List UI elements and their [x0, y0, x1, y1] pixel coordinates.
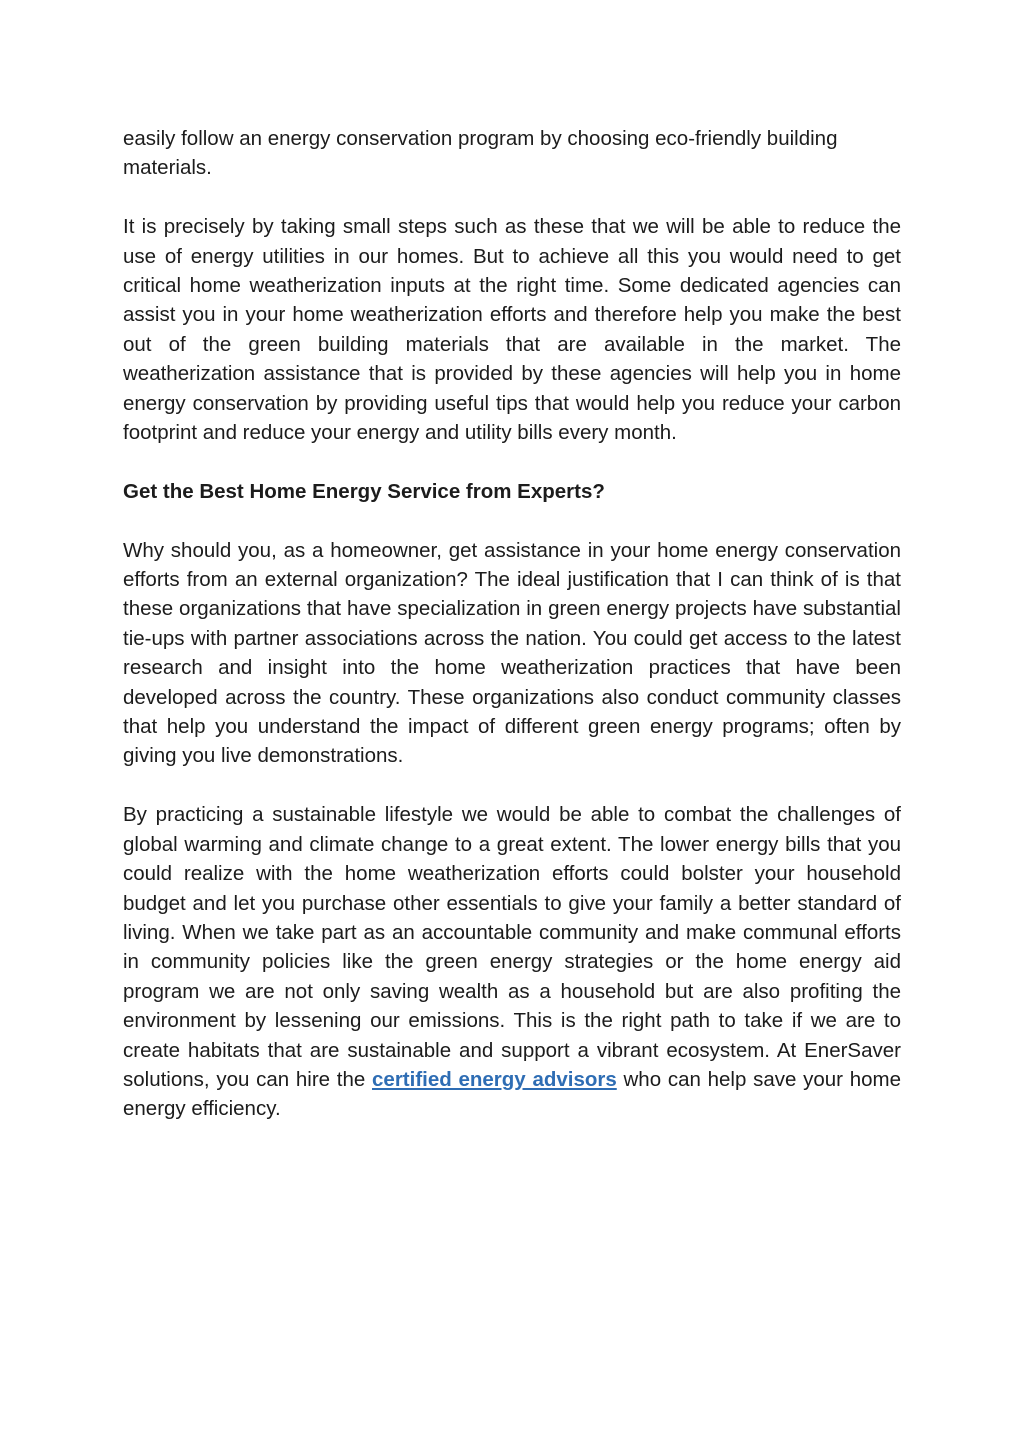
sustainable-lifestyle-paragraph — [123, 800, 901, 1123]
intro-paragraph: easily follow an energy conservation program by choosing eco-friendly building materials. — [123, 127, 838, 180]
document-page — [123, 124, 901, 1153]
paragraph-text-before-link: By practicing a sustainable lifestyle we would be able to combat the challenges of global warming and climate change to a great extent. The lower energy bills that you could realize with the home weatherization efforts could bolster your household budget and let you purchase other essentials to give your family a better standard of living. When we take part as an accountable community and make communal efforts in community policies like the green energy strategies or the home energy aid program we are not only saving wealth as a household but are also profiting the environment by lessening our emissions. This is the right path to take if we are to create habitats that are sustainable and support a vibrant ecosystem. At EnerSaver solutions, you can hire the — [123, 803, 901, 1091]
section-heading: Get the Best Home Energy Service from Experts? — [123, 479, 605, 503]
certified-energy-advisors-link[interactable]: certified energy advisors — [372, 1067, 617, 1091]
paragraph-text-after-link: who can help save your home energy efficiency. — [123, 1067, 901, 1121]
assistance-paragraph: Why should you, as a homeowner, get assistance in your home energy conservation efforts from an external organization? The ideal justification that I can think of is that these organizations that have specialization in green energy projects have substantial tie-ups with partner associations across the nation. You could get access to the latest research and insight into the home weatherization practices that have been developed across the country. These organizations also conduct community classes that help you understand the impact of different green energy programs; often by giving you live demonstrations. — [123, 538, 901, 768]
small-steps-paragraph: It is precisely by taking small steps such as these that we will be able to reduce the use of energy utilities in our homes. But to achieve all this you would need to get critical home weatherization inputs at the right time. Some dedicated agencies can assist you in your home weatherization efforts and therefore help you make the best out of the green building materials that are available in the market. The weatherization assistance that is provided by these agencies will help you in home energy conservation by providing useful tips that would help you reduce your carbon footprint and reduce your energy and utility bills every month. — [123, 215, 901, 445]
